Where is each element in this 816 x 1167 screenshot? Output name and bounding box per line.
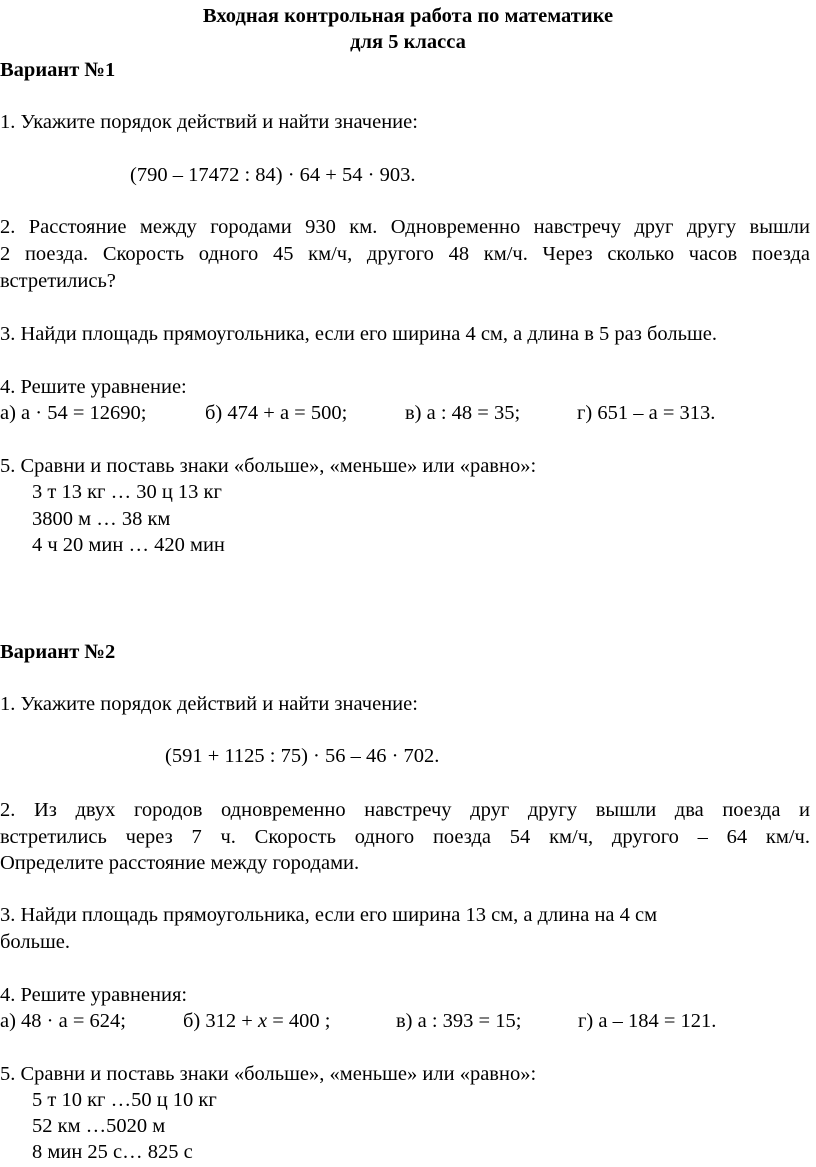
v2-equation-b [183,1009,330,1033]
v1-equation-a: а) а · 54 = 12690; [0,402,147,424]
v2-equation-b-end: = 400 ; [267,1010,331,1032]
v1-equation-d: г) 651 – а = 313. [577,402,716,424]
v2-task-2-line-2: встретились через 7 ч. Скорость одного поезда 54 км/ч, другого – 64 км/ч. [0,826,810,848]
v1-task-4-text: 4. Решите уравнение: [0,376,187,398]
v2-task-3-line-1: 3. Найди площадь прямоугольника, если его ширина 13 см, а длина на 4 см [0,904,658,926]
v1-compare-item: 4 ч 20 мин … 420 мин [32,534,225,556]
v2-equation-c: в) а : 393 = 15; [396,1010,522,1032]
v2-compare-item: 8 мин 25 с… 825 с [32,1141,193,1163]
v2-equation-b-start: б) 312 + [183,1010,258,1032]
document-subtitle: для 5 класса [350,31,466,53]
v1-compare-item: 3800 м … 38 км [32,508,171,530]
v1-task-5-text: 5. Сравни и поставь знаки «больше», «меньше» или «равно»: [0,455,537,477]
v1-equation-c: в) а : 48 = 35; [405,402,521,424]
v2-task-2-line-1: 2. Из двух городов одновременно навстречу друг другу вышли два поезда и [0,799,810,821]
v1-task-1-text: 1. Укажите порядок действий и найти значение: [0,111,418,133]
v1-task-3-text: 3. Найди площадь прямоугольника, если его ширина 4 см, а длина в 5 раз больше. [0,323,717,345]
v2-equation-d: г) а – 184 = 121. [578,1010,717,1032]
v2-compare-item: 5 т 10 кг …50 ц 10 кг [32,1089,217,1111]
v2-task-3-line-2: больше. [0,931,70,953]
variant-2-heading: Вариант №2 [0,641,116,663]
v2-task-5-text: 5. Сравни и поставь знаки «больше», «меньше» или «равно»: [0,1063,537,1085]
v2-task-1-expression: (591 + 1125 : 75) · 56 – 46 · 702. [165,745,440,767]
v2-compare-item: 52 км …5020 м [32,1115,166,1137]
document-title: Входная контрольная работа по математике [202,5,614,27]
v1-task-2-line-2: 2 поезда. Скорость одного 45 км/ч, другого 48 км/ч. Через сколько часов поезда [0,243,810,265]
v1-equation-b: б) 474 + а = 500; [205,402,348,424]
v1-compare-item: 3 т 13 кг … 30 ц 13 кг [32,481,222,503]
v2-equation-a: а) 48 · а = 624; [0,1010,126,1032]
v2-task-4-text: 4. Решите уравнения: [0,984,188,1006]
v2-equation-b-variable: х [257,1010,268,1032]
v1-task-1-expression: (790 – 17472 : 84) · 64 + 54 · 903. [130,164,416,186]
v1-task-2-line-1: 2. Расстояние между городами 930 км. Одновременно навстречу друг другу вышли [0,216,810,238]
v1-task-2-line-3: встретились? [0,270,116,292]
variant-1-heading: Вариант №1 [0,59,116,81]
v2-task-1-text: 1. Укажите порядок действий и найти значение: [0,693,418,715]
v2-task-2-line-3: Определите расстояние между городами. [0,852,360,874]
